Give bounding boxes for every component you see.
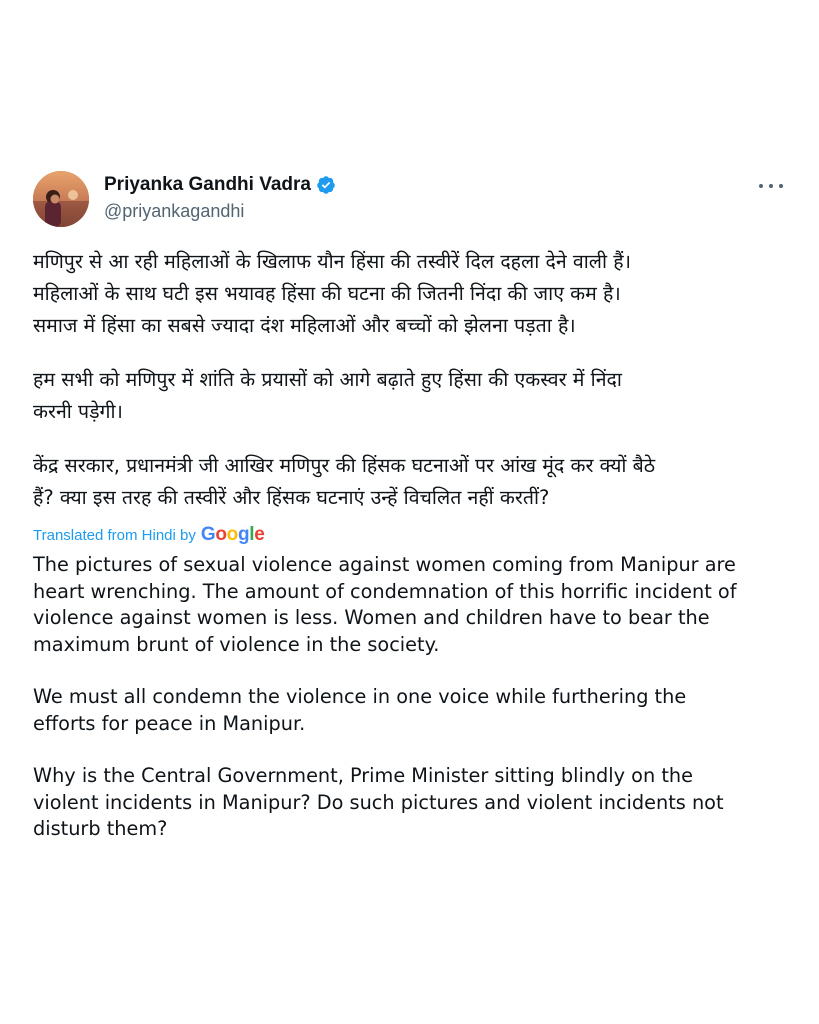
hindi-line: मणिपुर से आ रही महिलाओं के खिलाफ यौन हिंसा की तस्वीरें दिल दहला देने वाली हैं। [33, 250, 631, 273]
hindi-line: समाज में हिंसा का सबसे ज्यादा दंश महिलाओं और बच्चों को झेलना पड़ता है। [33, 314, 576, 337]
tweet-text-translated [33, 552, 793, 843]
more-options-button[interactable] [759, 176, 783, 196]
tweet [33, 168, 793, 843]
tweet-text-hindi [33, 246, 793, 514]
english-line: violence against women is less. Women and children have to bear the [33, 606, 710, 629]
hindi-line: करनी पड़ेगी। [33, 400, 123, 423]
display-name-row [104, 172, 336, 198]
translated-from-label[interactable]: Translated from Hindi by [33, 527, 196, 544]
tweet-header [33, 168, 793, 230]
english-line: Why is the Central Government, Prime Minister sitting blindly on the [33, 764, 693, 787]
english-line: heart wrenching. The amount of condemnation of this horrific incident of [33, 579, 737, 603]
avatar[interactable] [33, 171, 89, 227]
hindi-line: केंद्र सरकार, प्रधानमंत्री जी आखिर मणिपुर की हिंसक घटनाओं पर आंख मूंद कर क्यों बैठे [33, 454, 656, 477]
english-line: We must all condemn the violence in one voice while furthering the [33, 685, 687, 708]
more-horizontal-icon [779, 184, 783, 188]
english-line: maximum brunt of violence in the society. [33, 632, 440, 656]
english-paragraph [33, 763, 793, 843]
verified-badge-icon[interactable] [316, 175, 336, 195]
hindi-line: महिलाओं के साथ घटी इस भयावह हिंसा की घटना की जितनी निंदा की जाए कम है। [33, 282, 621, 305]
translation-attribution [33, 524, 793, 550]
author-info [104, 172, 336, 222]
hindi-paragraph [33, 364, 793, 428]
english-line: violent incidents in Manipur? Do such pictures and violent incidents not [33, 790, 724, 814]
english-line: disturb them? [33, 817, 168, 840]
more-horizontal-icon [759, 184, 763, 188]
display-name[interactable]: Priyanka Gandhi Vadra [104, 174, 311, 195]
english-paragraph [33, 552, 793, 658]
english-line: The pictures of sexual violence against women coming from Manipur are [33, 553, 736, 576]
hindi-paragraph [33, 246, 793, 342]
hindi-paragraph [33, 450, 793, 514]
english-paragraph [33, 684, 793, 737]
english-line: efforts for peace in Manipur. [33, 711, 306, 735]
more-horizontal-icon [769, 184, 773, 188]
hindi-line: हैं? क्या इस तरह की तस्वीरें और हिंसक घटनाएं उन्हें विचलित नहीं करतीं? [33, 486, 550, 509]
handle[interactable]: @priyankagandhi [104, 201, 245, 221]
google-logo: Google [200, 524, 265, 545]
hindi-line: हम सभी को मणिपुर में शांति के प्रयासों को आगे बढ़ाते हुए हिंसा की एकस्वर में निंदा [33, 368, 622, 391]
